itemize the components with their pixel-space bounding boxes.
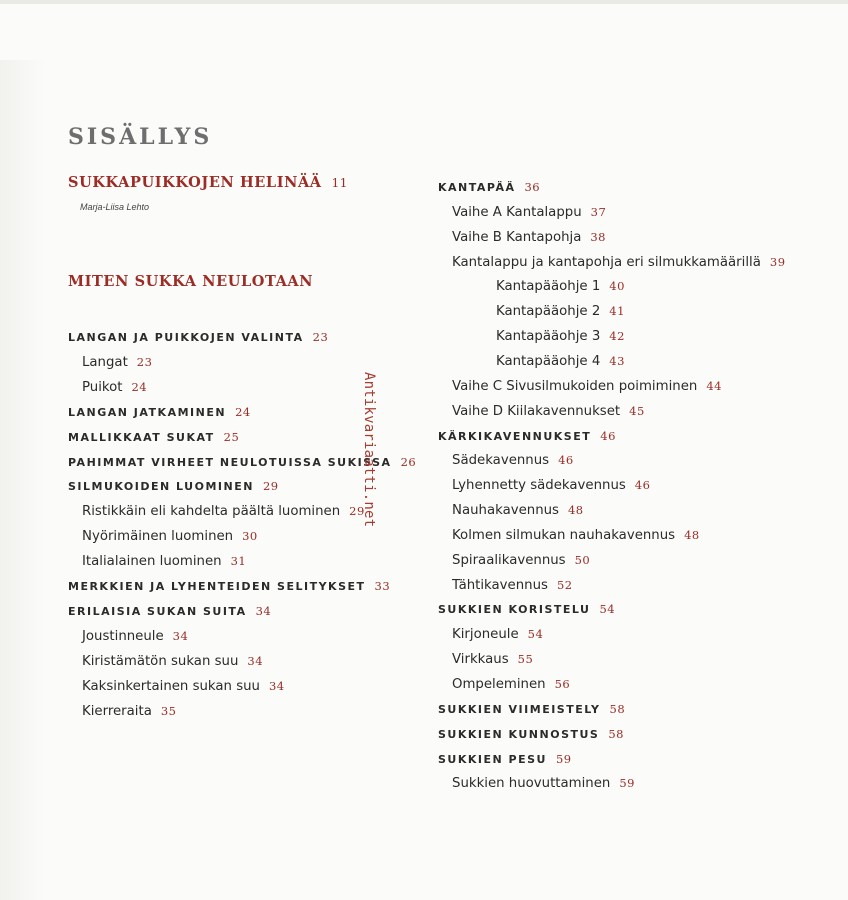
toc-entry-label: Ristikkäin eli kahdelta päältä luominen xyxy=(82,504,341,520)
toc-entry-page: 39 xyxy=(769,254,786,269)
toc-entry xyxy=(82,551,246,572)
toc-entry-page: 25 xyxy=(223,429,240,444)
toc-entry-page: 34 xyxy=(255,603,272,618)
watermark-text: Antikvariaatti.net xyxy=(361,372,377,528)
toc-entry-page: 50 xyxy=(574,552,591,567)
toc-entry-page: 46 xyxy=(600,428,616,443)
toc-entry xyxy=(438,749,572,770)
toc-entry-label: SUKKIEN KUNNOSTUS xyxy=(438,727,600,741)
toc-entry xyxy=(452,550,590,571)
toc-entry-label: Lyhennetty sädekavennus xyxy=(452,478,626,494)
toc-entry-label: Vaihe D Kiilakavennukset xyxy=(452,403,621,419)
toc-entry-label: Kantapääohje 3 xyxy=(496,329,601,345)
toc-entry-label: Vaihe C Sivusilmukoiden poimiminen xyxy=(452,378,698,394)
toc-entry xyxy=(68,402,251,423)
toc-entry-page: 46 xyxy=(558,453,574,468)
toc-entry-page: 24 xyxy=(235,404,251,419)
toc-entry xyxy=(68,327,328,348)
toc-entry-label: Sädekavennus xyxy=(452,453,550,469)
toc-entry xyxy=(438,724,624,745)
toc-entry-label: Puikot xyxy=(82,379,123,395)
toc-entry xyxy=(452,624,543,645)
toc-entry xyxy=(452,500,584,521)
toc-entry-page: 30 xyxy=(242,529,258,544)
toc-entry xyxy=(496,326,625,347)
toc-entry xyxy=(452,773,635,794)
toc-entry-label: LANGAN JATKAMINEN xyxy=(68,405,227,419)
toc-entry-page: 34 xyxy=(268,678,285,693)
toc-entry xyxy=(496,276,625,297)
toc-entry-label: Kirjoneule xyxy=(452,627,519,643)
toc-entry-page: 42 xyxy=(609,329,625,344)
toc-entry-label: Virkkaus xyxy=(452,652,509,668)
toc-entry xyxy=(452,202,606,223)
toc-entry xyxy=(452,376,722,397)
toc-entry-page: 48 xyxy=(567,503,584,518)
toc-entry-page: 29 xyxy=(349,504,365,519)
toc-entry-label: Kantapääohje 4 xyxy=(496,353,601,369)
toc-entry-page: 24 xyxy=(131,379,148,394)
toc-entry-page: 33 xyxy=(374,579,391,593)
toc-entry xyxy=(438,599,615,620)
toc-entry xyxy=(82,352,152,373)
toc-entry-page: 37 xyxy=(590,204,607,219)
main-section-heading: MITEN SUKKA NEULOTAAN xyxy=(68,273,314,290)
toc-entry-page: 56 xyxy=(554,677,571,691)
toc-entry xyxy=(452,525,700,546)
toc-entry-page: 46 xyxy=(634,478,651,493)
toc-entry-page: 52 xyxy=(556,577,573,592)
toc-entry-page: 34 xyxy=(247,653,264,668)
toc-entry-page: 54 xyxy=(599,602,616,617)
toc-entry-page: 23 xyxy=(312,330,329,344)
toc-entry-label: SUKKIEN KORISTELU xyxy=(438,603,591,617)
toc-entry-page: 59 xyxy=(619,776,635,791)
toc-entry-page: 48 xyxy=(684,527,700,542)
toc-entry-label: SILMUKOIDEN LUOMINEN xyxy=(68,480,254,494)
toc-entry-label: Ompeleminen xyxy=(452,677,546,692)
toc-entry-label: Nyörimäinen luominen xyxy=(82,529,234,545)
toc-entry-page: 43 xyxy=(609,353,625,368)
toc-entry-label: Joustinneule xyxy=(82,628,164,644)
toc-entry xyxy=(452,649,533,670)
toc-entry-label: Kantapääohje 2 xyxy=(496,304,601,320)
toc-entry xyxy=(68,427,239,448)
toc-entry-label: Sukkien huovuttaminen xyxy=(452,776,611,792)
toc-entry xyxy=(68,601,271,622)
toc-entry xyxy=(82,377,147,398)
toc-entry-label: Nauhakavennus xyxy=(452,503,559,519)
toc-entry xyxy=(452,475,650,496)
intro-section-heading xyxy=(68,174,348,191)
toc-entry-page: 31 xyxy=(230,554,247,569)
toc-entry-label: Kantalappu ja kantapohja eri silmukkamäärillä xyxy=(452,254,761,270)
toc-entry-page: 44 xyxy=(706,378,722,393)
toc-entry-label: Langat xyxy=(82,354,128,370)
toc-entry xyxy=(82,676,285,697)
toc-entry-page: 26 xyxy=(400,454,417,469)
toc-entry-label: SUKKIEN VIIMEISTELY xyxy=(438,702,601,716)
toc-entry-label: Vaihe A Kantalappu xyxy=(452,204,582,220)
toc-entry-page: 35 xyxy=(160,703,177,718)
toc-entry-label: MERKKIEN JA LYHENTEIDEN SELITYKSET xyxy=(68,580,366,593)
toc-entry-page: 38 xyxy=(590,229,606,244)
toc-entry-page: 29 xyxy=(262,479,279,494)
toc-entry xyxy=(452,401,645,422)
toc-entry xyxy=(438,699,625,720)
toc-entry-label: LANGAN JA PUIKKOJEN VALINTA xyxy=(68,331,304,344)
toc-entry-page: 23 xyxy=(136,354,153,369)
toc-entry-label: Tähtikavennus xyxy=(452,577,548,593)
toc-entry-label: SUKKIEN PESU xyxy=(438,752,547,766)
toc-entry-label: Italialainen luominen xyxy=(82,554,222,570)
toc-entry-label: MALLIKKAAT SUKAT xyxy=(68,430,215,444)
toc-entry xyxy=(452,674,570,695)
intro-section-page: 11 xyxy=(331,176,348,190)
toc-entry-page: 59 xyxy=(555,751,572,766)
toc-entry xyxy=(68,576,390,597)
intro-section-label: SUKKAPUIKKOJEN HELINÄÄ xyxy=(68,174,322,191)
toc-entry-label: Kolmen silmukan nauhakavennus xyxy=(452,527,676,543)
toc-entry xyxy=(82,626,188,647)
toc-entry xyxy=(438,426,616,447)
toc-entry xyxy=(438,177,540,198)
toc-entry-page: 58 xyxy=(608,726,624,741)
page-top-edge xyxy=(0,0,848,4)
intro-author: Marja-Liisa Lehto xyxy=(80,202,150,212)
toc-entry-label: Kantapääohje 1 xyxy=(496,279,601,295)
toc-entry xyxy=(82,526,258,547)
toc-entry xyxy=(452,575,573,596)
toc-entry xyxy=(82,651,263,672)
toc-entry xyxy=(452,450,574,471)
toc-entry-label: Spiraalikavennus xyxy=(452,552,566,568)
toc-entry-label: Vaihe B Kantapohja xyxy=(452,229,582,245)
toc-entry-page: 36 xyxy=(524,180,541,194)
toc-entry-label: KÄRKIKAVENNUKSET xyxy=(438,429,592,443)
toc-entry-page: 54 xyxy=(527,627,544,642)
toc-entry-label: PAHIMMAT VIRHEET NEULOTUISSA SUKISSA xyxy=(68,455,392,469)
toc-entry-label: Kaksinkertainen sukan suu xyxy=(82,678,260,694)
toc-entry-page: 34 xyxy=(172,628,189,643)
toc-entry-label: ERILAISIA SUKAN SUITA xyxy=(68,604,247,618)
page-gutter-shadow xyxy=(0,60,45,900)
toc-entry xyxy=(82,501,365,522)
toc-entry-label: KANTAPÄÄ xyxy=(438,181,516,194)
toc-entry xyxy=(68,476,279,497)
toc-entry-page: 45 xyxy=(629,403,645,418)
toc-entry xyxy=(496,301,625,322)
toc-entry-page: 41 xyxy=(609,304,625,319)
toc-entry-page: 58 xyxy=(609,701,626,716)
page-title: SISÄLLYS xyxy=(68,124,213,150)
toc-entry-label: Kierreraita xyxy=(82,703,152,719)
toc-entry-label: Kiristämätön sukan suu xyxy=(82,653,239,669)
toc-entry xyxy=(452,252,786,273)
toc-entry-page: 55 xyxy=(517,652,534,667)
toc-entry xyxy=(452,227,606,248)
toc-entry xyxy=(82,701,177,722)
toc-entry-page: 40 xyxy=(609,279,625,294)
toc-entry xyxy=(496,351,625,372)
